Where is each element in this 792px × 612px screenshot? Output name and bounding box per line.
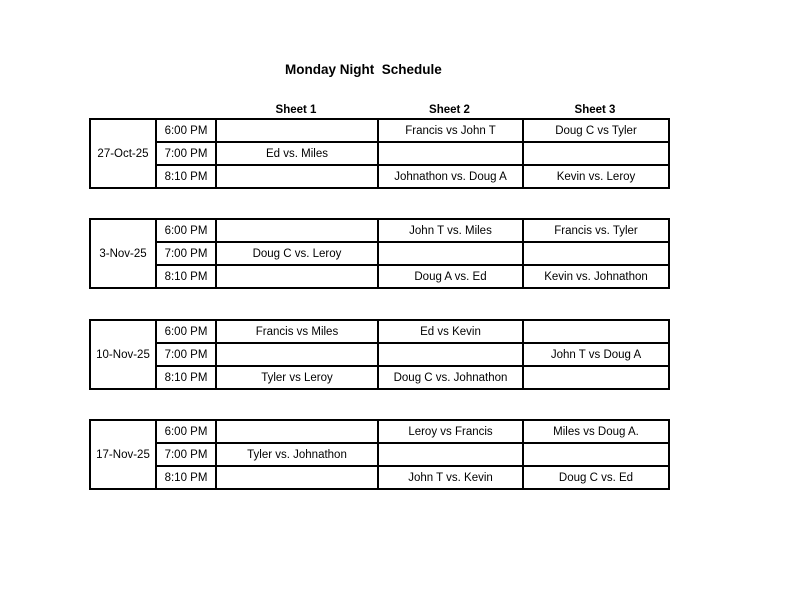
sheet-2-cell: Doug A vs. Ed [378,265,523,288]
table-row [90,219,669,242]
sheet-1-cell [216,265,378,288]
time-cell: 8:10 PM [156,366,216,389]
sheet-2-cell [378,443,523,466]
sheet-1-cell [216,343,378,366]
week-schedule-block [89,319,670,390]
sheet-1-cell: Ed vs. Miles [216,142,378,165]
table-row [90,366,669,389]
time-cell: 8:10 PM [156,466,216,489]
sheet-3-cell: Francis vs. Tyler [523,219,669,242]
time-cell: 6:00 PM [156,420,216,443]
sheet-3-cell [523,242,669,265]
sheet-2-cell [378,343,523,366]
week-schedule-block [89,218,670,289]
sheet-1-cell: Tyler vs Leroy [216,366,378,389]
sheet-1-cell [216,165,378,188]
table-row [90,320,669,343]
time-cell: 8:10 PM [156,265,216,288]
sheet-2-cell [378,242,523,265]
sheet-1-cell [216,466,378,489]
sheet-1-cell: Francis vs Miles [216,320,378,343]
table-row [90,265,669,288]
sheet-3-cell [523,443,669,466]
date-cell: 27-Oct-25 [90,119,156,188]
time-cell: 7:00 PM [156,142,216,165]
sheet-1-cell: Tyler vs. Johnathon [216,443,378,466]
sheet-2-cell [378,142,523,165]
sheet-2-cell: Doug C vs. Johnathon [378,366,523,389]
time-cell: 7:00 PM [156,443,216,466]
sheet-2-cell: John T vs. Miles [378,219,523,242]
sheet-3-cell: Doug C vs. Ed [523,466,669,489]
time-cell: 7:00 PM [156,242,216,265]
sheet-3-cell [523,142,669,165]
sheet-2-cell: John T vs. Kevin [378,466,523,489]
column-header-sheet-3: Sheet 3 [574,104,616,116]
sheet-2-cell: Johnathon vs. Doug A [378,165,523,188]
sheet-2-cell: Leroy vs Francis [378,420,523,443]
time-cell: 8:10 PM [156,165,216,188]
sheet-3-cell: Kevin vs. Leroy [523,165,669,188]
time-cell: 6:00 PM [156,320,216,343]
table-row [90,119,669,142]
table-row [90,165,669,188]
date-cell: 17-Nov-25 [90,420,156,489]
table-row [90,142,669,165]
table-row [90,343,669,366]
sheet-1-cell: Doug C vs. Leroy [216,242,378,265]
sheet-3-cell: Miles vs Doug A. [523,420,669,443]
table-row [90,242,669,265]
time-cell: 6:00 PM [156,219,216,242]
sheet-1-cell [216,219,378,242]
sheet-3-cell [523,366,669,389]
sheet-3-cell: Doug C vs Tyler [523,119,669,142]
column-header-sheet-1: Sheet 1 [275,104,317,116]
table-row [90,420,669,443]
column-header-sheet-2: Sheet 2 [429,104,470,116]
table-row [90,466,669,489]
time-cell: 7:00 PM [156,343,216,366]
week-schedule-block [89,118,670,189]
sheet-1-cell [216,420,378,443]
page-title: Monday Night Schedule [285,62,442,77]
sheet-3-cell [523,320,669,343]
date-cell: 10-Nov-25 [90,320,156,389]
sheet-3-cell: John T vs Doug A [523,343,669,366]
sheet-3-cell: Kevin vs. Johnathon [523,265,669,288]
time-cell: 6:00 PM [156,119,216,142]
week-schedule-block [89,419,670,490]
sheet-2-cell: Ed vs Kevin [378,320,523,343]
table-row [90,443,669,466]
sheet-1-cell [216,119,378,142]
date-cell: 3-Nov-25 [90,219,156,288]
sheet-2-cell: Francis vs John T [378,119,523,142]
